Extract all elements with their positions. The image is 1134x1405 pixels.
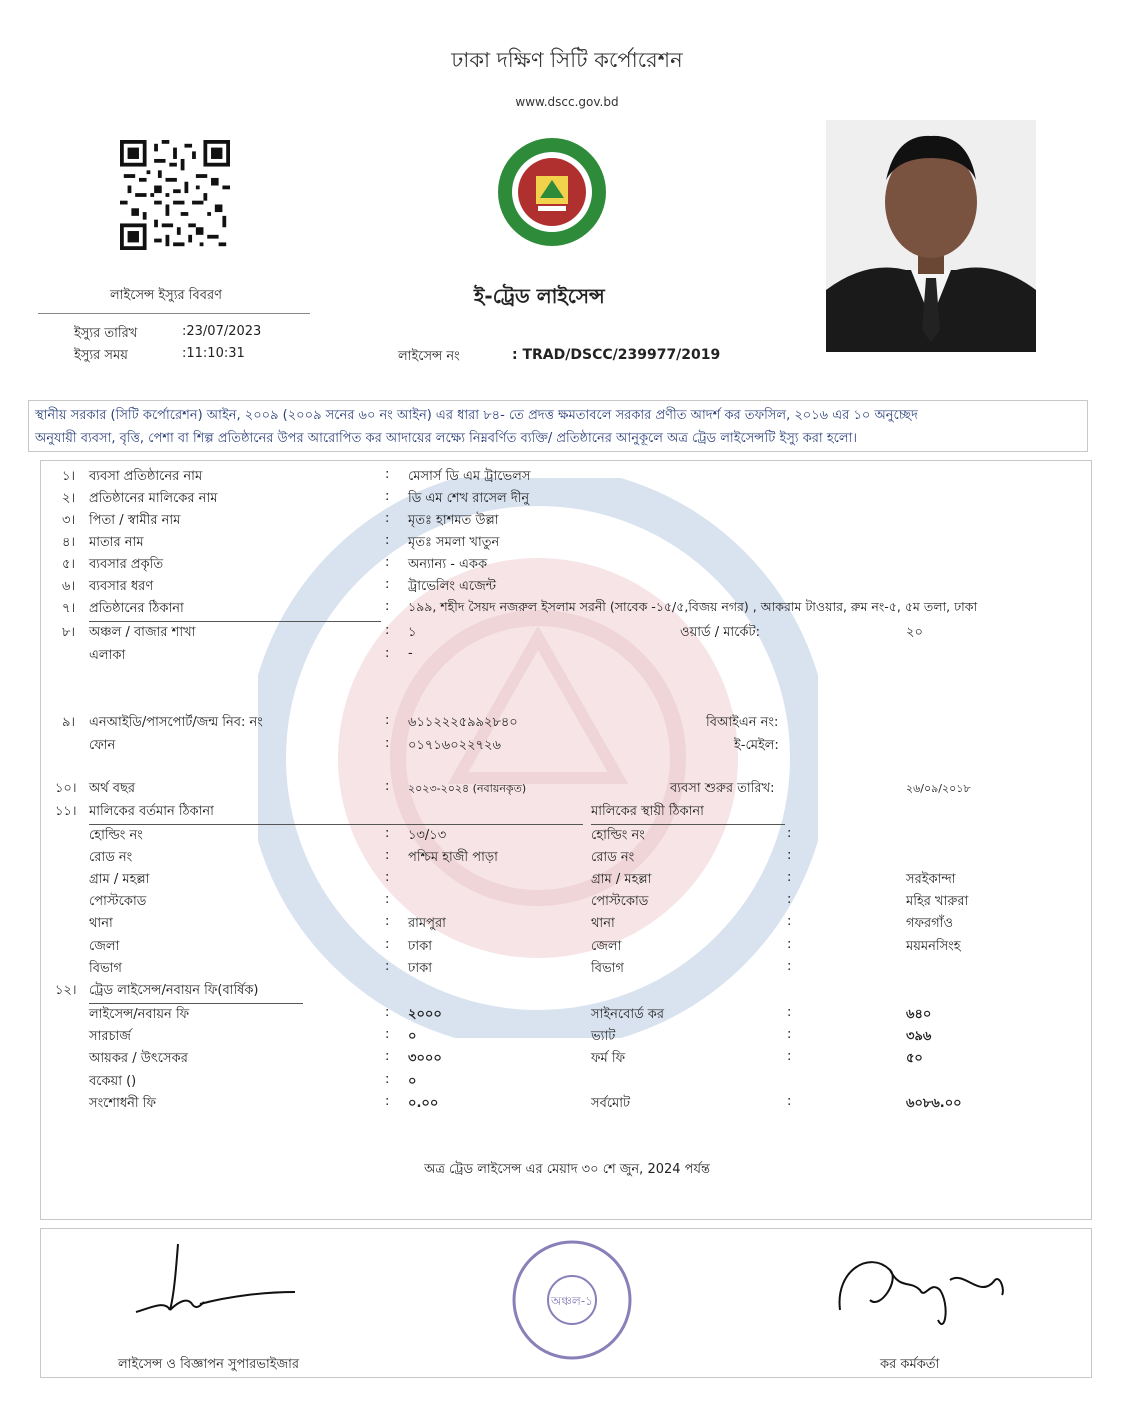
fiscal-label: অর্থ বছর xyxy=(89,781,136,796)
addr-present: ঢাকা xyxy=(408,961,432,976)
document-title: ই-ট্রেড লাইসেন্স xyxy=(474,284,605,308)
colon: : xyxy=(787,892,792,907)
zone-num: ৮। xyxy=(62,625,76,640)
divider xyxy=(38,313,310,314)
fee-value: ০.০০ xyxy=(408,1096,439,1111)
tax-officer-signature xyxy=(830,1240,1010,1340)
colon: : xyxy=(787,1005,792,1020)
colon: : xyxy=(385,489,390,504)
fiscal-value: ২০২৩-২০২৪ (নবায়নকৃত) xyxy=(408,782,527,795)
issue-time-value: :11:10:31 xyxy=(182,346,245,361)
detail-num-4: ৪। xyxy=(62,535,76,550)
fee-total-value: ৬০৮৬.০০ xyxy=(906,1096,962,1111)
detail-label-2: প্রতিষ্ঠানের মালিকের নাম xyxy=(89,491,218,506)
colon: : xyxy=(385,599,390,614)
fee-value: ২০০০ xyxy=(408,1007,442,1022)
addr-label-permanent: জেলা xyxy=(591,939,622,954)
colon: : xyxy=(787,1049,792,1064)
detail-num-5: ৫। xyxy=(62,557,76,572)
owner-photo xyxy=(826,120,1036,352)
colon: : xyxy=(385,914,390,929)
area-value: - xyxy=(408,646,413,661)
colon: : xyxy=(385,511,390,526)
detail-value-4: মৃতঃ সমলা খাতুন xyxy=(408,535,500,550)
detail-label-7: প্রতিষ্ঠানের ঠিকানা xyxy=(89,599,381,622)
addr-present: ঢাকা xyxy=(408,939,432,954)
addr-label: জেলা xyxy=(89,939,120,954)
detail-label-5: ব্যবসার প্রকৃতি xyxy=(89,557,164,572)
addr-label-permanent: গ্রাম / মহল্লা xyxy=(591,872,652,887)
issue-date-label: ইস্যুর তারিখ xyxy=(74,326,138,341)
colon: : xyxy=(787,937,792,952)
detail-value-7: ১৯৯, শহীদ সৈয়দ নজরুল ইসলাম সরনী (সাবেক -১৫/৫,বিজয় নগর) , আকরাম টাওয়ার, রুম নং-৫, ৫ম তলা, ঢাকা xyxy=(408,599,978,614)
business-start-value: ২৬/০৯/২০১৮ xyxy=(906,782,971,795)
colon: : xyxy=(385,1027,390,1042)
phone-value: ০১৭১৬০২২৭২৬ xyxy=(408,738,501,753)
business-start-label: ব্যবসা শুরুর তারিখ: xyxy=(670,781,775,796)
fee-value: ০ xyxy=(408,1074,417,1089)
stamp-text: অঞ্চল-১ xyxy=(551,1294,593,1308)
nid-value: ৬১১২২২৫৯৯২৮৪০ xyxy=(408,715,518,730)
detail-label-1: ব্যবসা প্রতিষ্ঠানের নাম xyxy=(89,469,203,484)
fee-right-value: ৩৯৬ xyxy=(906,1029,932,1044)
colon: : xyxy=(787,826,792,841)
addr-label: বিভাগ xyxy=(89,961,122,976)
preamble xyxy=(28,400,1088,452)
fee-right-label: ফর্ম ফি xyxy=(591,1051,626,1066)
addr-label-permanent: হোল্ডিং নং xyxy=(591,828,645,843)
bin-label: বিআইএন নং: xyxy=(706,715,779,730)
detail-num-3: ৩। xyxy=(62,513,76,528)
fee-label: সংশোধনী ফি xyxy=(89,1096,156,1111)
fee-label: আয়কর / উৎসেকর xyxy=(89,1051,188,1066)
phone-label: ফোন xyxy=(89,738,116,753)
addr-present: ১৩/১৩ xyxy=(408,828,447,843)
permanent-address-heading: মালিকের স্থায়ী ঠিকানা xyxy=(591,802,785,825)
supervisor-signature xyxy=(130,1240,300,1320)
issue-heading: লাইসেন্স ইস্যুর বিবরণ xyxy=(110,288,222,303)
addr-label: রোড নং xyxy=(89,850,133,865)
addr-label-permanent: থানা xyxy=(591,916,615,931)
fiscal-num: ১০। xyxy=(55,781,77,796)
supervisor-label: লাইসেন্স ও বিজ্ঞাপন সুপারভাইজার xyxy=(118,1357,300,1372)
colon: : xyxy=(385,826,390,841)
colon: : xyxy=(385,1049,390,1064)
addr-label-permanent: বিভাগ xyxy=(591,961,624,976)
detail-label-6: ব্যবসার ধরণ xyxy=(89,579,154,594)
fee-right-value: ৫০ xyxy=(906,1051,923,1066)
addr-label-permanent: রোড নং xyxy=(591,850,635,865)
colon: : xyxy=(385,1072,390,1087)
colon: : xyxy=(385,870,390,885)
fee-right-label: সাইনবোর্ড কর xyxy=(591,1007,665,1022)
office-stamp xyxy=(510,1238,634,1362)
detail-label-3: পিতা / স্বামীর নাম xyxy=(89,513,181,528)
fee-right-label: সর্বমোট xyxy=(591,1096,631,1111)
addr-label: থানা xyxy=(89,916,113,931)
colon: : xyxy=(787,914,792,929)
colon: : xyxy=(385,937,390,952)
colon: : xyxy=(787,1094,792,1109)
detail-value-6: ট্রাভেলিং এজেন্ট xyxy=(408,579,497,594)
address-num: ১১। xyxy=(55,804,77,819)
detail-value-5: অন্যান্য - একক xyxy=(408,557,488,572)
colon: : xyxy=(385,736,390,751)
watermark-seal xyxy=(258,478,818,1038)
fees-num: ১২। xyxy=(55,983,77,998)
detail-value-2: ডি এম শেখ রাসেল দীনু xyxy=(408,491,530,506)
ward-label: ওয়ার্ড / মার্কেট: xyxy=(680,625,760,640)
detail-num-2: ২। xyxy=(62,491,76,506)
org-title: ঢাকা দক্ষিণ সিটি কর্পোরেশন xyxy=(451,48,683,72)
preamble-line-1: স্থানীয় সরকার (সিটি কর্পোরেশন) আইন, ২০০৯ (২০০৯ সনের ৬০ নং আইন) এর ধারা ৮৪- তে প্রদত্ত ক্ষমতাবলে সরকার প্রণীত আদর্শ কর তফসিল, ২০১৬ এর ১০ অনুচ্ছেদ xyxy=(35,408,918,423)
license-number-value: : TRAD/DSCC/239977/2019 xyxy=(512,347,721,363)
colon: : xyxy=(385,646,390,661)
colon: : xyxy=(385,1094,390,1109)
colon: : xyxy=(385,467,390,482)
tax-officer-label: কর কর্মকর্তা xyxy=(880,1357,940,1372)
colon: : xyxy=(385,555,390,570)
colon: : xyxy=(787,870,792,885)
zone-value: ১ xyxy=(408,625,417,640)
colon: : xyxy=(787,959,792,974)
addr-present: রামপুরা xyxy=(408,916,446,931)
colon: : xyxy=(385,848,390,863)
colon: : xyxy=(385,713,390,728)
colon: : xyxy=(385,577,390,592)
fee-label: সারচার্জ xyxy=(89,1029,131,1044)
fee-label: বকেয়া () xyxy=(89,1074,137,1089)
addr-label: পোস্টকোড xyxy=(89,894,147,909)
detail-value-3: মৃতঃ হাশমত উল্লা xyxy=(408,513,499,528)
fees-heading: ট্রেড লাইসেন্স/নবায়ন ফি(বার্ষিক) xyxy=(89,981,303,1004)
addr-permanent: গফরগাঁও xyxy=(906,916,954,931)
zone-label: অঞ্চল / বাজার শাখা xyxy=(89,625,196,640)
fee-value: ০ xyxy=(408,1029,417,1044)
fee-right-value: ৬৪০ xyxy=(906,1007,932,1022)
addr-present: পশ্চিম হাজী পাড়া xyxy=(408,850,498,865)
colon: : xyxy=(385,779,390,794)
colon: : xyxy=(787,848,792,863)
dscc-seal-logo xyxy=(496,136,608,248)
website-url: www.dscc.gov.bd xyxy=(515,95,619,109)
colon: : xyxy=(385,1005,390,1020)
ward-value: ২০ xyxy=(906,625,923,640)
fee-right-label: ভ্যাট xyxy=(591,1029,616,1044)
license-number-label: লাইসেন্স নং xyxy=(398,349,460,364)
email-label: ই-মেইল: xyxy=(734,738,779,753)
area-label: এলাকা xyxy=(89,648,126,663)
addr-label: হোল্ডিং নং xyxy=(89,828,143,843)
addr-permanent: সরইকান্দা xyxy=(906,872,956,887)
nid-num: ৯। xyxy=(62,715,76,730)
issue-date-value: :23/07/2023 xyxy=(182,324,262,339)
fee-label: লাইসেন্স/নবায়ন ফি xyxy=(89,1007,190,1022)
colon: : xyxy=(385,623,390,638)
addr-label-permanent: পোস্টকোড xyxy=(591,894,649,909)
qr-code xyxy=(117,140,233,250)
colon: : xyxy=(385,533,390,548)
detail-label-4: মাতার নাম xyxy=(89,535,144,550)
colon: : xyxy=(385,892,390,907)
present-address-heading: মালিকের বর্তমান ঠিকানা xyxy=(89,802,583,825)
detail-num-7: ৭। xyxy=(62,601,76,616)
addr-permanent: ময়মনসিংহ xyxy=(906,939,961,954)
detail-num-6: ৬। xyxy=(62,579,76,594)
validity-note: অত্র ট্রেড লাইসেন্স এর মেয়াদ ৩০ শে জুন, 2024 পর্যন্ত xyxy=(424,1162,710,1177)
detail-num-1: ১। xyxy=(62,469,76,484)
preamble-line-2: অনুযায়ী ব্যবসা, বৃত্তি, পেশা বা শিল্প প্রতিষ্ঠানের উপর আরোপিত কর আদায়ের লক্ষ্যে নিম্নবর্ণিত ব্যক্তি/ প্রতিষ্ঠানের আনুকূলে অত্র ট্রেড লাইসেন্সটি ইস্যু করা হলো। xyxy=(35,431,857,446)
addr-label: গ্রাম / মহল্লা xyxy=(89,872,150,887)
addr-permanent: মহির খারুরা xyxy=(906,894,969,909)
detail-value-1: মেসার্স ডি এম ট্রাভেলস xyxy=(408,469,531,484)
colon: : xyxy=(385,959,390,974)
issue-time-label: ইস্যুর সময় xyxy=(74,348,128,363)
fee-value: ৩০০০ xyxy=(408,1051,442,1066)
colon: : xyxy=(787,1027,792,1042)
nid-label: এনআইডি/পাসপোর্ট/জন্ম নিব: নং xyxy=(89,715,263,730)
